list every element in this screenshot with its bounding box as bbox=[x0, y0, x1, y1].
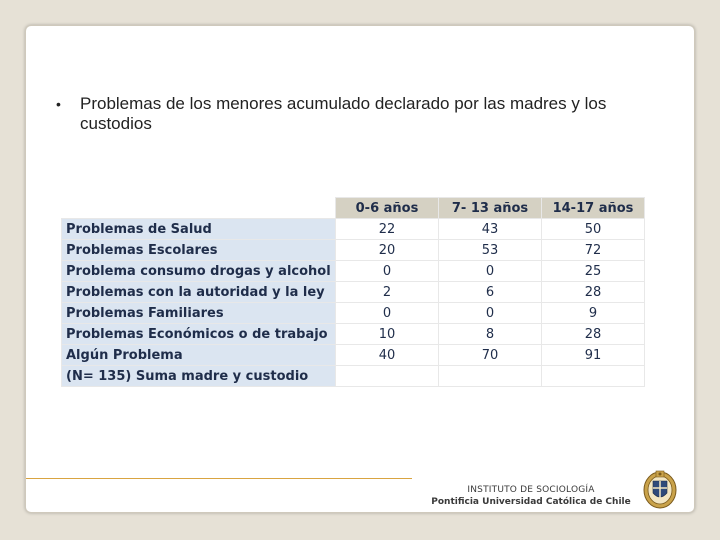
header-age-0-6: 0-6 años bbox=[336, 198, 439, 219]
cell-value: 9 bbox=[542, 303, 645, 324]
cell-value: 0 bbox=[439, 303, 542, 324]
table-header-row bbox=[62, 198, 645, 219]
table-row bbox=[62, 240, 645, 261]
cell-value: 0 bbox=[336, 261, 439, 282]
table-row bbox=[62, 345, 645, 366]
bullet-text: Problemas de los menores acumulado declarado por las madres y los custodios bbox=[80, 94, 607, 133]
cell-value: 0 bbox=[336, 303, 439, 324]
row-label: Problemas Económicos o de trabajo bbox=[62, 324, 336, 345]
table-row bbox=[62, 282, 645, 303]
row-label: Problemas Familiares bbox=[62, 303, 336, 324]
cell-value: 2 bbox=[336, 282, 439, 303]
cell-value: 28 bbox=[542, 282, 645, 303]
cell-value: 0 bbox=[439, 261, 542, 282]
university-seal-icon bbox=[643, 469, 677, 509]
header-blank-cell bbox=[62, 198, 336, 219]
cell-value: 6 bbox=[439, 282, 542, 303]
table-row bbox=[62, 261, 645, 282]
table-row bbox=[62, 324, 645, 345]
cell-value: 50 bbox=[542, 219, 645, 240]
table-row bbox=[62, 366, 645, 387]
footer-university: Pontificia Universidad Católica de Chile bbox=[431, 497, 631, 507]
cell-value: 43 bbox=[439, 219, 542, 240]
cell-value: 91 bbox=[542, 345, 645, 366]
cell-value bbox=[336, 366, 439, 387]
cell-value: 8 bbox=[439, 324, 542, 345]
slide bbox=[25, 25, 695, 513]
problems-table bbox=[61, 197, 645, 387]
cell-value: 20 bbox=[336, 240, 439, 261]
cell-value: 70 bbox=[439, 345, 542, 366]
cell-value: 10 bbox=[336, 324, 439, 345]
cell-value: 25 bbox=[542, 261, 645, 282]
footer-institute: INSTITUTO DE SOCIOLOGÍA bbox=[467, 485, 595, 495]
cell-value: 40 bbox=[336, 345, 439, 366]
cell-value bbox=[542, 366, 645, 387]
cell-value: 22 bbox=[336, 219, 439, 240]
table-row bbox=[62, 219, 645, 240]
cell-value: 28 bbox=[542, 324, 645, 345]
table-row bbox=[62, 303, 645, 324]
bullet-dot: • bbox=[56, 96, 61, 112]
footer-credit bbox=[426, 484, 636, 508]
footer-divider bbox=[26, 478, 412, 479]
cell-value: 53 bbox=[439, 240, 542, 261]
row-label: Problemas con la autoridad y la ley bbox=[62, 282, 336, 303]
cell-value bbox=[439, 366, 542, 387]
header-age-7-13: 7- 13 años bbox=[439, 198, 542, 219]
row-label: (N= 135) Suma madre y custodio bbox=[62, 366, 336, 387]
header-age-14-17: 14-17 años bbox=[542, 198, 645, 219]
cell-value: 72 bbox=[542, 240, 645, 261]
row-label: Algún Problema bbox=[62, 345, 336, 366]
bullet-item bbox=[56, 94, 656, 134]
row-label: Problema consumo drogas y alcohol bbox=[62, 261, 336, 282]
row-label: Problemas de Salud bbox=[62, 219, 336, 240]
row-label: Problemas Escolares bbox=[62, 240, 336, 261]
